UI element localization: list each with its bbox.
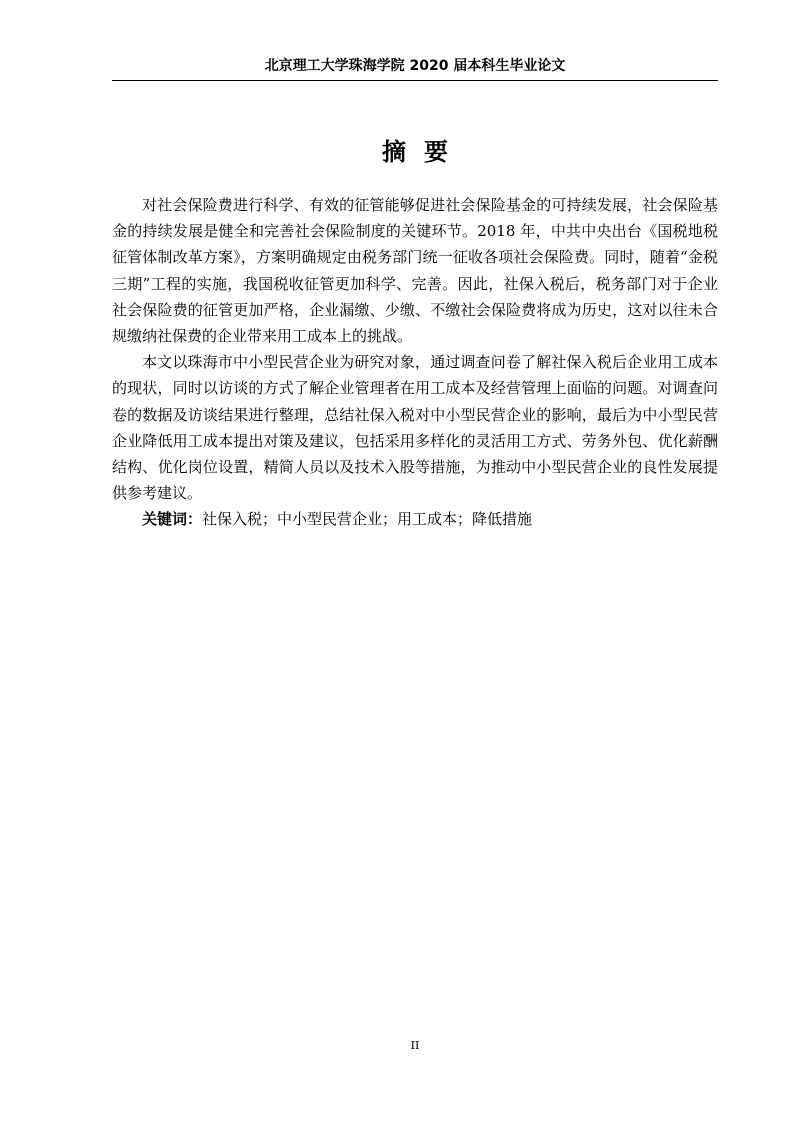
page-header: 北京理工大学珠海学院 2020 届本科生毕业论文 xyxy=(264,58,566,74)
page-number: II xyxy=(410,1039,420,1052)
abstract-title: 摘要 xyxy=(382,138,466,166)
abstract-paragraph-2: 本文以珠海市中小型民营企业为研究对象，通过调查问卷了解社保入税后企业用工成本的现状，同时以访谈的方式了解企业管理者在用工成本及经营管理上面临的问题。对调查问卷的数据及访谈结果进行整理，总结社保入税对中小型民营企业的影响，最后为中小型民营企业降低用工成本提出对策及建议，包括采用多样化的灵活用工方式、劳务外包、优化薪酬结构、优化岗位设置，精简人员以及技术入股等措施，为推动中小型民营企业的良性发展提供参考建议。 xyxy=(112,353,718,503)
header-rule xyxy=(112,80,718,81)
abstract-paragraph-1: 对社会保险费进行科学、有效的征管能够促进社会保险基金的可持续发展，社会保险基金的持续发展是健全和完善社会保险制度的关键环节。2018 年，中共中央出台《国税地税征管体制改革方案》，方案明确规定由税务部门统一征收各项社会保险费。同时，随着“金税三期”工程的实施，我国税收征管更加科学、完善。因此，社保入税后，税务部门对于企业社会保险费的征管更加严格，企业漏缴、少缴、不缴社会保险费将成为历史，这对以往未合规缴纳社保费的企业带来用工成本上的挑战。 xyxy=(112,196,718,346)
abstract-body xyxy=(112,192,718,533)
keywords xyxy=(112,506,718,532)
keywords-text: 社保入税；中小型民营企业；用工成本；降低措施 xyxy=(202,510,533,529)
keywords-label: 关键词： xyxy=(142,510,203,529)
